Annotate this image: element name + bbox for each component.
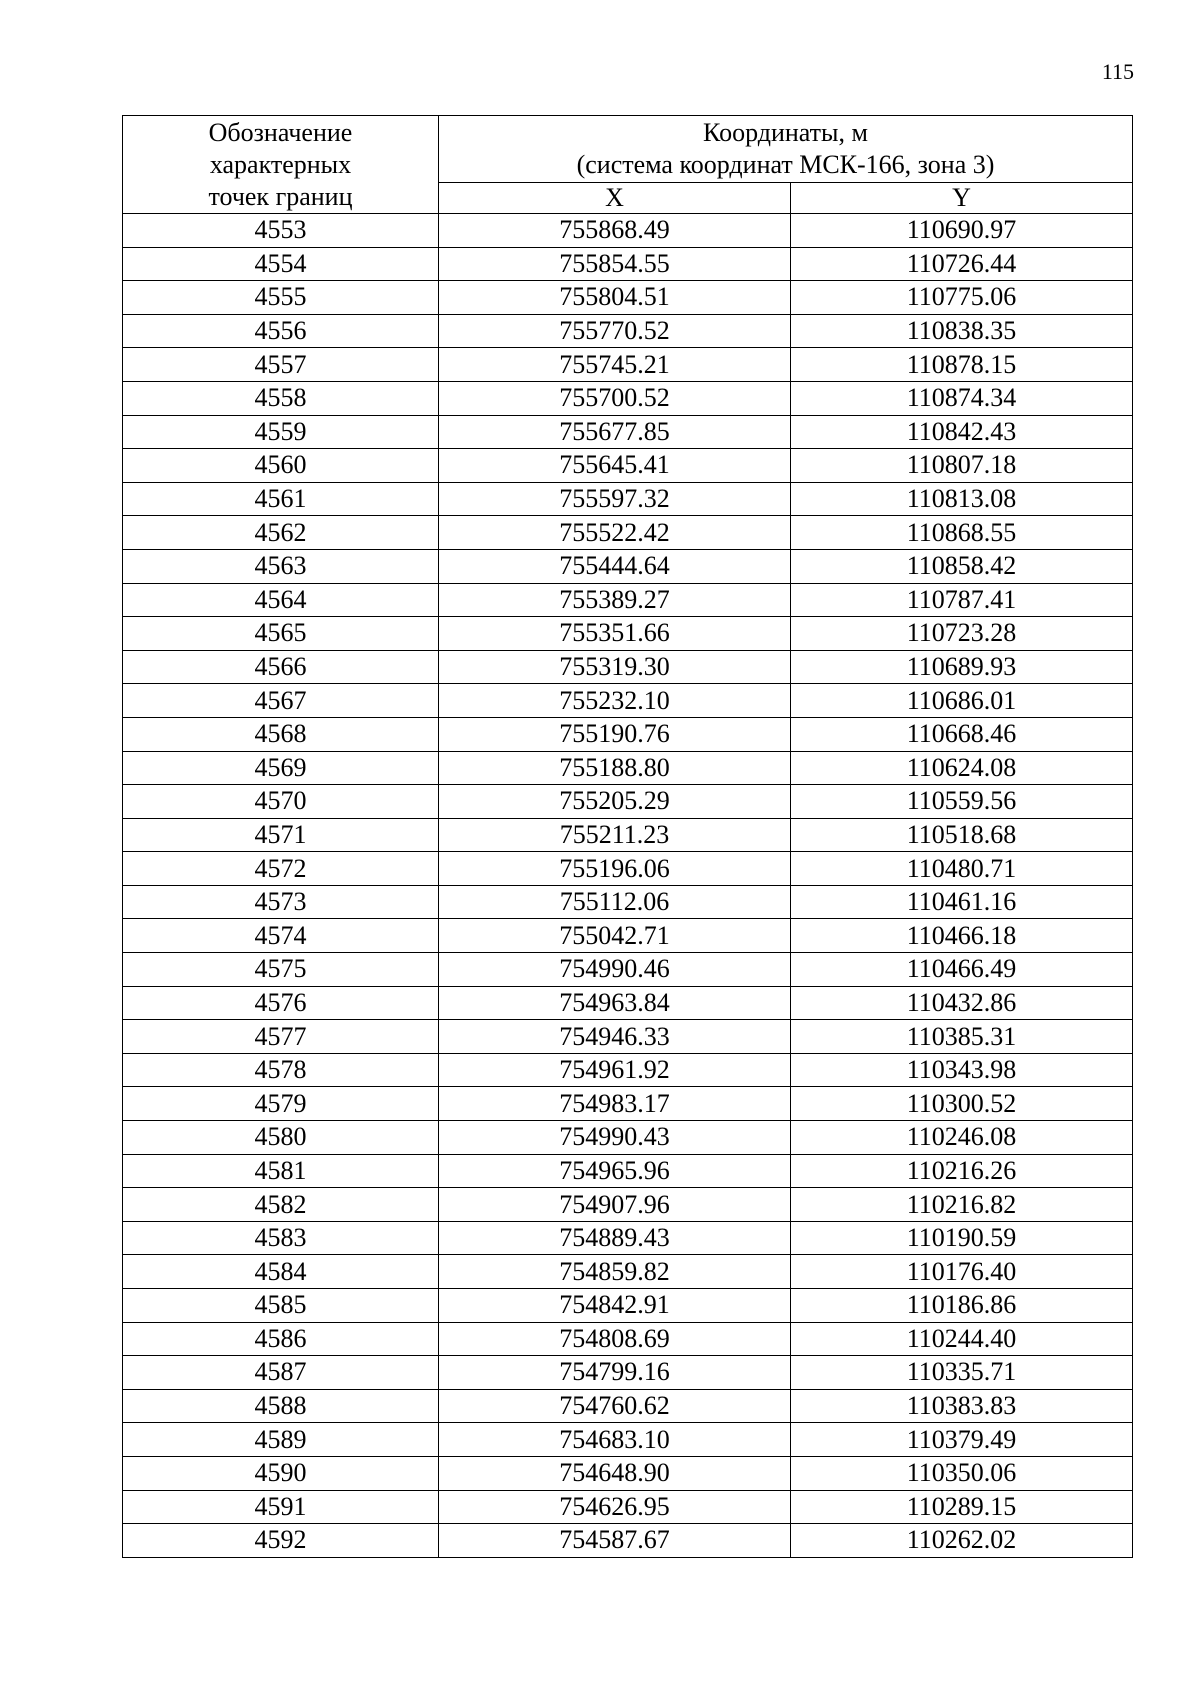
- table-row: [123, 281, 1133, 315]
- table-row: [123, 1423, 1133, 1457]
- table-row: [123, 1490, 1133, 1524]
- x-coordinate-cell: 755700.52: [439, 381, 791, 415]
- y-coordinate-cell: 110624.08: [791, 751, 1133, 785]
- x-coordinate-cell: 754683.10: [439, 1423, 791, 1457]
- point-number-cell: 4577: [123, 1020, 439, 1054]
- y-coordinate-cell: 110689.93: [791, 650, 1133, 684]
- y-coordinate-cell: 110385.31: [791, 1020, 1133, 1054]
- y-coordinate-cell: 110726.44: [791, 247, 1133, 281]
- x-coordinate-cell: 754907.96: [439, 1188, 791, 1222]
- y-coordinate-cell: 110858.42: [791, 549, 1133, 583]
- header-point-line-3: точек границ: [208, 181, 353, 211]
- table-row: [123, 381, 1133, 415]
- header-coordinates-line-1: Координаты, м: [703, 118, 868, 147]
- y-coordinate-cell: 110466.49: [791, 953, 1133, 987]
- y-coordinate-cell: 110686.01: [791, 684, 1133, 718]
- y-coordinate-cell: 110350.06: [791, 1456, 1133, 1490]
- y-coordinate-cell: 110466.18: [791, 919, 1133, 953]
- x-coordinate-cell: 754799.16: [439, 1356, 791, 1390]
- point-number-cell: 4566: [123, 650, 439, 684]
- header-x: X: [439, 183, 791, 214]
- table-row: [123, 1154, 1133, 1188]
- y-coordinate-cell: 110480.71: [791, 852, 1133, 886]
- y-coordinate-cell: 110461.16: [791, 885, 1133, 919]
- header-coordinates-line-2: (система координат МСК-166, зона 3): [576, 150, 995, 179]
- x-coordinate-cell: 754842.91: [439, 1289, 791, 1323]
- x-coordinate-cell: 754965.96: [439, 1154, 791, 1188]
- point-number-cell: 4569: [123, 751, 439, 785]
- point-number-cell: 4573: [123, 885, 439, 919]
- y-coordinate-cell: 110244.40: [791, 1322, 1133, 1356]
- table-row: [123, 348, 1133, 382]
- x-coordinate-cell: 755196.06: [439, 852, 791, 886]
- table-row: [123, 919, 1133, 953]
- table-row: [123, 1356, 1133, 1390]
- x-coordinate-cell: 755868.49: [439, 214, 791, 248]
- y-coordinate-cell: 110868.55: [791, 516, 1133, 550]
- point-number-cell: 4558: [123, 381, 439, 415]
- x-coordinate-cell: 755597.32: [439, 482, 791, 516]
- point-number-cell: 4583: [123, 1221, 439, 1255]
- x-coordinate-cell: 755319.30: [439, 650, 791, 684]
- point-number-cell: 4592: [123, 1524, 439, 1558]
- point-number-cell: 4557: [123, 348, 439, 382]
- point-number-cell: 4576: [123, 986, 439, 1020]
- x-coordinate-cell: 754760.62: [439, 1389, 791, 1423]
- point-number-cell: 4559: [123, 415, 439, 449]
- table-row: [123, 247, 1133, 281]
- table-row: [123, 314, 1133, 348]
- table-row: [123, 684, 1133, 718]
- x-coordinate-cell: 754808.69: [439, 1322, 791, 1356]
- point-number-cell: 4560: [123, 449, 439, 483]
- y-coordinate-cell: 110383.83: [791, 1389, 1133, 1423]
- page-number: 115: [1101, 59, 1134, 84]
- table-row: [123, 549, 1133, 583]
- table-row: [123, 650, 1133, 684]
- x-coordinate-cell: 755188.80: [439, 751, 791, 785]
- x-coordinate-cell: 754587.67: [439, 1524, 791, 1558]
- x-coordinate-cell: 754859.82: [439, 1255, 791, 1289]
- table-row: [123, 415, 1133, 449]
- x-coordinate-cell: 755389.27: [439, 583, 791, 617]
- table-row: [123, 1456, 1133, 1490]
- point-number-cell: 4568: [123, 717, 439, 751]
- x-coordinate-cell: 755232.10: [439, 684, 791, 718]
- table-row: [123, 1188, 1133, 1222]
- y-coordinate-cell: 110813.08: [791, 482, 1133, 516]
- y-coordinate-cell: 110838.35: [791, 314, 1133, 348]
- header-point-designation: [123, 116, 439, 214]
- y-coordinate-cell: 110343.98: [791, 1053, 1133, 1087]
- point-number-cell: 4570: [123, 785, 439, 819]
- y-coordinate-cell: 110216.26: [791, 1154, 1133, 1188]
- y-coordinate-cell: 110723.28: [791, 617, 1133, 651]
- y-coordinate-cell: 110842.43: [791, 415, 1133, 449]
- point-number-cell: 4555: [123, 281, 439, 315]
- y-coordinate-cell: 110262.02: [791, 1524, 1133, 1558]
- x-coordinate-cell: 754961.92: [439, 1053, 791, 1087]
- table-row: [123, 818, 1133, 852]
- header-coordinates: [439, 116, 1133, 183]
- point-number-cell: 4586: [123, 1322, 439, 1356]
- y-coordinate-cell: 110559.56: [791, 785, 1133, 819]
- x-coordinate-cell: 754946.33: [439, 1020, 791, 1054]
- point-number-cell: 4582: [123, 1188, 439, 1222]
- x-coordinate-cell: 755042.71: [439, 919, 791, 953]
- point-number-cell: 4580: [123, 1121, 439, 1155]
- table-row: [123, 1121, 1133, 1155]
- point-number-cell: 4571: [123, 818, 439, 852]
- table-row: [123, 617, 1133, 651]
- x-coordinate-cell: 755112.06: [439, 885, 791, 919]
- point-number-cell: 4591: [123, 1490, 439, 1524]
- y-coordinate-cell: 110668.46: [791, 717, 1133, 751]
- x-coordinate-cell: 755205.29: [439, 785, 791, 819]
- x-coordinate-cell: 754889.43: [439, 1221, 791, 1255]
- x-coordinate-cell: 755522.42: [439, 516, 791, 550]
- y-coordinate-cell: 110190.59: [791, 1221, 1133, 1255]
- point-number-cell: 4562: [123, 516, 439, 550]
- point-number-cell: 4575: [123, 953, 439, 987]
- point-number-cell: 4579: [123, 1087, 439, 1121]
- table-row: [123, 1020, 1133, 1054]
- y-coordinate-cell: 110246.08: [791, 1121, 1133, 1155]
- table-row: [123, 1255, 1133, 1289]
- x-coordinate-cell: 754990.43: [439, 1121, 791, 1155]
- point-number-cell: 4590: [123, 1456, 439, 1490]
- table-row: [123, 986, 1133, 1020]
- table-row: [123, 1322, 1133, 1356]
- point-number-cell: 4556: [123, 314, 439, 348]
- table-row: [123, 1389, 1133, 1423]
- point-number-cell: 4561: [123, 482, 439, 516]
- y-coordinate-cell: 110186.86: [791, 1289, 1133, 1323]
- y-coordinate-cell: 110787.41: [791, 583, 1133, 617]
- table-row: [123, 885, 1133, 919]
- table-row: [123, 751, 1133, 785]
- y-coordinate-cell: 110176.40: [791, 1255, 1133, 1289]
- x-coordinate-cell: 755211.23: [439, 818, 791, 852]
- table-row: [123, 516, 1133, 550]
- point-number-cell: 4572: [123, 852, 439, 886]
- header-y: Y: [791, 183, 1133, 214]
- table-row: [123, 1221, 1133, 1255]
- x-coordinate-cell: 755190.76: [439, 717, 791, 751]
- table-row: [123, 852, 1133, 886]
- point-number-cell: 4587: [123, 1356, 439, 1390]
- y-coordinate-cell: 110216.82: [791, 1188, 1133, 1222]
- y-coordinate-cell: 110379.49: [791, 1423, 1133, 1457]
- table-row: [123, 1053, 1133, 1087]
- table-row: [123, 214, 1133, 248]
- x-coordinate-cell: 755854.55: [439, 247, 791, 281]
- table-row: [123, 583, 1133, 617]
- table-row: [123, 953, 1133, 987]
- point-number-cell: 4581: [123, 1154, 439, 1188]
- y-coordinate-cell: 110874.34: [791, 381, 1133, 415]
- point-number-cell: 4589: [123, 1423, 439, 1457]
- y-coordinate-cell: 110690.97: [791, 214, 1133, 248]
- coordinates-table: [122, 115, 1133, 1558]
- point-number-cell: 4565: [123, 617, 439, 651]
- y-coordinate-cell: 110878.15: [791, 348, 1133, 382]
- table-body: [123, 214, 1133, 1558]
- y-coordinate-cell: 110432.86: [791, 986, 1133, 1020]
- x-coordinate-cell: 755444.64: [439, 549, 791, 583]
- x-coordinate-cell: 754648.90: [439, 1456, 791, 1490]
- table-header: [123, 116, 1133, 214]
- table-row: [123, 449, 1133, 483]
- point-number-cell: 4554: [123, 247, 439, 281]
- point-number-cell: 4553: [123, 214, 439, 248]
- x-coordinate-cell: 755745.21: [439, 348, 791, 382]
- x-coordinate-cell: 755645.41: [439, 449, 791, 483]
- y-coordinate-cell: 110807.18: [791, 449, 1133, 483]
- x-coordinate-cell: 755677.85: [439, 415, 791, 449]
- x-coordinate-cell: 754983.17: [439, 1087, 791, 1121]
- x-coordinate-cell: 755770.52: [439, 314, 791, 348]
- y-coordinate-cell: 110518.68: [791, 818, 1133, 852]
- point-number-cell: 4564: [123, 583, 439, 617]
- header-point-line-2: характерных: [209, 149, 352, 179]
- x-coordinate-cell: 754963.84: [439, 986, 791, 1020]
- point-number-cell: 4584: [123, 1255, 439, 1289]
- header-point-line-1: Обозначение: [208, 117, 353, 147]
- x-coordinate-cell: 755804.51: [439, 281, 791, 315]
- table-row: [123, 1087, 1133, 1121]
- table-row: [123, 1289, 1133, 1323]
- y-coordinate-cell: 110775.06: [791, 281, 1133, 315]
- point-number-cell: 4585: [123, 1289, 439, 1323]
- table-row: [123, 482, 1133, 516]
- point-number-cell: 4563: [123, 549, 439, 583]
- point-number-cell: 4578: [123, 1053, 439, 1087]
- table-row: [123, 785, 1133, 819]
- x-coordinate-cell: 754990.46: [439, 953, 791, 987]
- x-coordinate-cell: 754626.95: [439, 1490, 791, 1524]
- table-row: [123, 1524, 1133, 1558]
- x-coordinate-cell: 755351.66: [439, 617, 791, 651]
- point-number-cell: 4574: [123, 919, 439, 953]
- y-coordinate-cell: 110300.52: [791, 1087, 1133, 1121]
- point-number-cell: 4588: [123, 1389, 439, 1423]
- y-coordinate-cell: 110335.71: [791, 1356, 1133, 1390]
- y-coordinate-cell: 110289.15: [791, 1490, 1133, 1524]
- point-number-cell: 4567: [123, 684, 439, 718]
- table-row: [123, 717, 1133, 751]
